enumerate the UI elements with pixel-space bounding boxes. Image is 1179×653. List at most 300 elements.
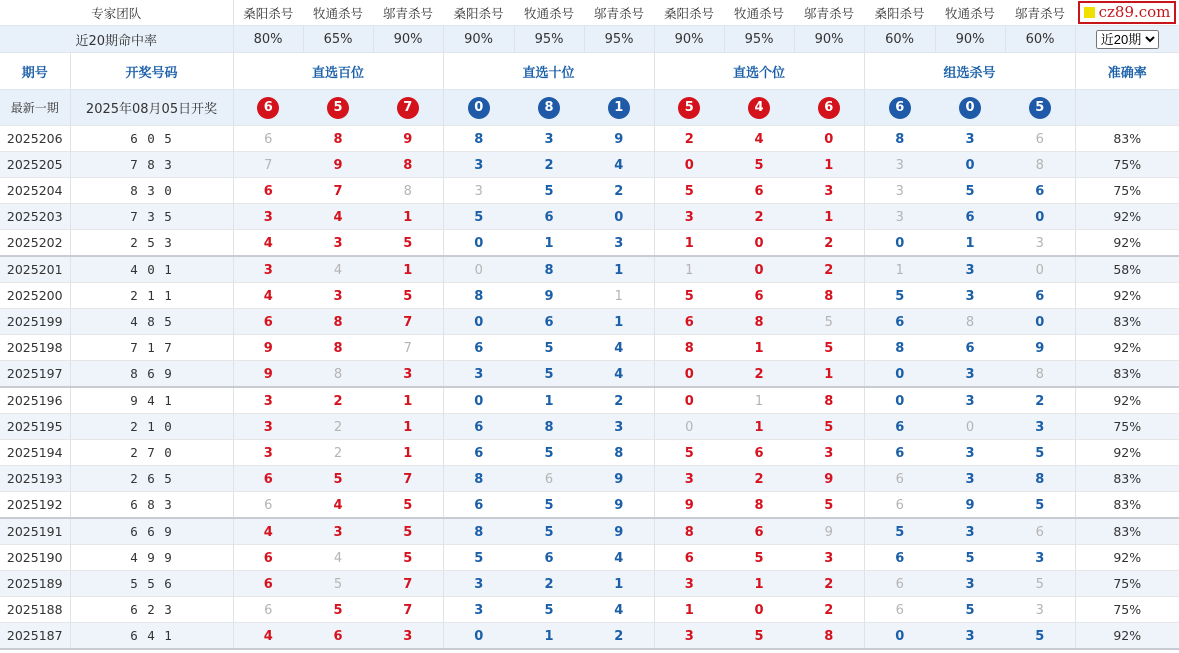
latest-ball-cell — [303, 90, 373, 126]
kill-number-hit: 5 — [544, 183, 554, 199]
prediction-cell — [303, 414, 373, 440]
hit-rate-value: 60% — [1005, 26, 1075, 53]
prediction-cell — [935, 414, 1005, 440]
issue-number: 2025203 — [0, 204, 70, 230]
prediction-cell — [864, 440, 935, 466]
prediction-cell — [724, 256, 794, 283]
prediction-cell — [584, 230, 654, 257]
kill-number-miss: 4 — [333, 550, 343, 566]
prediction-cell — [514, 230, 584, 257]
prediction-cell — [864, 545, 935, 571]
group-combo: 组选杀号 — [864, 53, 1075, 90]
prediction-cell — [443, 623, 514, 650]
kill-number-hit: 0 — [474, 393, 484, 409]
kill-number-hit: 3 — [684, 628, 694, 644]
kill-number-hit: 6 — [263, 314, 273, 330]
kill-number-hit: 3 — [965, 262, 975, 278]
kill-number-hit: 1 — [684, 235, 694, 251]
prediction-cell — [233, 283, 303, 309]
prediction-cell — [514, 152, 584, 178]
table-row — [0, 178, 1179, 204]
kill-number-hit: 0 — [684, 366, 694, 382]
kill-number-miss: 1 — [754, 393, 764, 409]
kill-number-miss: 7 — [403, 340, 412, 356]
kill-number-hit: 4 — [614, 550, 624, 566]
kill-number-hit: 4 — [263, 524, 273, 540]
kill-number-hit: 4 — [754, 131, 764, 147]
prediction-cell — [373, 230, 443, 257]
kill-number-miss: 6 — [895, 602, 904, 618]
issue-number: 2025195 — [0, 414, 70, 440]
kill-number-hit: 5 — [474, 550, 484, 566]
kill-number-hit: 3 — [684, 471, 694, 487]
kill-number-hit: 5 — [333, 471, 343, 487]
kill-number-hit: 4 — [614, 157, 624, 173]
prediction-cell — [935, 440, 1005, 466]
kill-number-hit: 9 — [824, 471, 834, 487]
prediction-cell — [303, 466, 373, 492]
kill-number-hit: 1 — [403, 419, 413, 435]
kill-number-hit: 0 — [965, 157, 975, 173]
period-select[interactable] — [1096, 30, 1159, 49]
kill-number-hit: 9 — [263, 366, 273, 382]
prediction-cell — [584, 387, 654, 414]
prediction-cell — [724, 440, 794, 466]
prediction-cell — [724, 387, 794, 414]
kill-number-hit: 8 — [474, 524, 484, 540]
kill-number-hit: 0 — [1035, 314, 1045, 330]
prediction-cell — [794, 387, 864, 414]
kill-number-hit: 8 — [895, 340, 905, 356]
accuracy-value: 83% — [1075, 466, 1179, 492]
hit-rate-value: 95% — [514, 26, 584, 53]
kill-number-hit: 6 — [754, 288, 764, 304]
blue-ball: 5 — [1029, 97, 1051, 119]
kill-number-hit: 3 — [824, 550, 834, 566]
prediction-cell — [654, 440, 724, 466]
kill-number-hit: 5 — [824, 497, 834, 513]
kill-number-hit: 3 — [474, 576, 484, 592]
red-ball: 5 — [678, 97, 700, 119]
prediction-cell — [373, 204, 443, 230]
prediction-cell — [654, 361, 724, 388]
kill-number-hit: 3 — [263, 419, 273, 435]
prediction-cell — [794, 440, 864, 466]
kill-number-hit: 1 — [754, 576, 764, 592]
draw-header: 开奖号码 — [70, 53, 233, 90]
prediction-cell — [654, 152, 724, 178]
prediction-cell — [584, 518, 654, 545]
prediction-cell — [584, 204, 654, 230]
prediction-cell — [514, 518, 584, 545]
table-row — [0, 387, 1179, 414]
accuracy-value: 83% — [1075, 309, 1179, 335]
blue-ball: 8 — [538, 97, 560, 119]
prediction-cell — [443, 518, 514, 545]
prediction-cell — [1005, 492, 1075, 519]
latest-ball-cell — [935, 90, 1005, 126]
kill-number-hit: 9 — [333, 157, 343, 173]
kill-number-hit: 5 — [403, 288, 413, 304]
prediction-cell — [1005, 126, 1075, 152]
kill-number-miss: 6 — [544, 471, 554, 487]
kill-number-hit: 0 — [684, 157, 694, 173]
prediction-cell — [373, 309, 443, 335]
prediction-cell — [443, 440, 514, 466]
issue-number: 2025194 — [0, 440, 70, 466]
prediction-cell — [303, 623, 373, 650]
prediction-cell — [794, 152, 864, 178]
prediction-cell — [864, 414, 935, 440]
kill-number-hit: 3 — [965, 288, 975, 304]
prediction-cell — [864, 335, 935, 361]
prediction-cell — [1005, 283, 1075, 309]
prediction-cell — [935, 545, 1005, 571]
prediction-cell — [724, 545, 794, 571]
kill-number-hit: 7 — [403, 471, 413, 487]
blue-ball: 1 — [608, 97, 630, 119]
kill-number-hit: 6 — [263, 550, 273, 566]
kill-number-hit: 2 — [614, 183, 624, 199]
prediction-cell — [724, 309, 794, 335]
accuracy-value: 83% — [1075, 126, 1179, 152]
table-row — [0, 492, 1179, 519]
issue-number: 2025204 — [0, 178, 70, 204]
prediction-cell — [935, 178, 1005, 204]
site-logo[interactable] — [1078, 1, 1177, 24]
kill-number-hit: 8 — [824, 393, 834, 409]
kill-number-hit: 6 — [474, 340, 484, 356]
latest-draw-date: 2025年08月05日开奖 — [70, 90, 233, 126]
prediction-cell — [233, 571, 303, 597]
prediction-cell — [794, 571, 864, 597]
prediction-cell — [443, 178, 514, 204]
kill-number-hit: 3 — [614, 419, 624, 435]
latest-ball-cell — [1005, 90, 1075, 126]
draw-number: 6 6 9 — [70, 518, 233, 545]
prediction-cell — [1005, 152, 1075, 178]
prediction-cell — [584, 492, 654, 519]
prediction-cell — [724, 414, 794, 440]
prediction-cell — [303, 361, 373, 388]
kill-number-hit: 7 — [403, 314, 413, 330]
kill-number-hit: 6 — [263, 183, 273, 199]
kill-number-hit: 1 — [403, 445, 413, 461]
kill-number-miss: 3 — [1035, 235, 1044, 251]
prediction-cell — [1005, 623, 1075, 650]
kill-number-hit: 3 — [684, 576, 694, 592]
prediction-cell — [654, 309, 724, 335]
prediction-cell — [935, 309, 1005, 335]
prediction-cell — [443, 466, 514, 492]
prediction-cell — [514, 178, 584, 204]
kill-number-hit: 0 — [474, 628, 484, 644]
prediction-cell — [443, 283, 514, 309]
kill-number-hit: 1 — [544, 235, 554, 251]
prediction-cell — [935, 623, 1005, 650]
issue-number: 2025201 — [0, 256, 70, 283]
kill-number-miss: 4 — [333, 262, 343, 278]
table-row — [0, 597, 1179, 623]
prediction-cell — [794, 178, 864, 204]
kill-number-hit: 5 — [544, 497, 554, 513]
prediction-cell — [1005, 361, 1075, 388]
kill-number-hit: 6 — [754, 524, 764, 540]
prediction-cell — [1005, 309, 1075, 335]
table-row — [0, 309, 1179, 335]
issue-number: 2025191 — [0, 518, 70, 545]
prediction-cell — [864, 178, 935, 204]
kill-number-miss: 6 — [895, 576, 904, 592]
kill-number-miss: 8 — [403, 183, 412, 199]
issue-number: 2025187 — [0, 623, 70, 650]
kill-number-hit: 5 — [544, 340, 554, 356]
kill-number-miss: 5 — [824, 314, 833, 330]
draw-number: 8 6 9 — [70, 361, 233, 388]
hit-rate-value: 90% — [373, 26, 443, 53]
hit-rate-label: 近20期命中率 — [0, 26, 233, 53]
expert-name: 邬青杀号 — [1015, 5, 1066, 21]
table-row — [0, 152, 1179, 178]
kill-number-hit: 6 — [684, 550, 694, 566]
prediction-cell — [864, 571, 935, 597]
prediction-cell — [794, 126, 864, 152]
prediction-cell — [654, 178, 724, 204]
logo-cell — [1075, 0, 1179, 26]
kill-number-hit: 5 — [965, 183, 975, 199]
kill-number-miss: 3 — [895, 209, 904, 225]
prediction-cell — [1005, 387, 1075, 414]
red-ball: 6 — [818, 97, 840, 119]
prediction-cell — [935, 152, 1005, 178]
kill-number-hit: 4 — [614, 366, 624, 382]
prediction-cell — [584, 466, 654, 492]
prediction-cell — [654, 623, 724, 650]
kill-number-miss: 1 — [614, 288, 623, 304]
prediction-cell — [724, 152, 794, 178]
kill-number-miss: 7 — [264, 157, 273, 173]
kill-number-hit: 3 — [474, 366, 484, 382]
prediction-cell — [794, 545, 864, 571]
expert-name: 桑阳杀号 — [243, 5, 294, 21]
prediction-cell — [373, 387, 443, 414]
kill-number-hit: 3 — [1035, 550, 1045, 566]
kill-number-hit: 3 — [965, 628, 975, 644]
kill-number-hit: 5 — [403, 524, 413, 540]
kill-number-hit: 1 — [544, 628, 554, 644]
prediction-cell — [514, 283, 584, 309]
prediction-cell — [233, 126, 303, 152]
kill-number-hit: 0 — [684, 393, 694, 409]
kill-number-hit: 3 — [965, 366, 975, 382]
prediction-cell — [373, 361, 443, 388]
kill-number-hit: 4 — [614, 602, 624, 618]
kill-number-hit: 4 — [263, 288, 273, 304]
latest-ball-cell — [724, 90, 794, 126]
kill-number-hit: 2 — [614, 393, 624, 409]
accuracy-value: 92% — [1075, 283, 1179, 309]
prediction-cell — [584, 440, 654, 466]
prediction-cell — [233, 309, 303, 335]
kill-number-hit: 8 — [684, 340, 694, 356]
prediction-cell — [584, 414, 654, 440]
prediction-cell — [584, 545, 654, 571]
prediction-cell — [1005, 571, 1075, 597]
accuracy-value: 58% — [1075, 256, 1179, 283]
expert-name: 邬青杀号 — [594, 5, 645, 21]
prediction-cell — [794, 623, 864, 650]
prediction-cell — [443, 126, 514, 152]
kill-number-hit: 2 — [824, 602, 834, 618]
table-row — [0, 571, 1179, 597]
draw-number: 4 8 5 — [70, 309, 233, 335]
kill-number-hit: 5 — [754, 550, 764, 566]
prediction-cell — [233, 204, 303, 230]
kill-number-hit: 5 — [403, 235, 413, 251]
prediction-cell — [443, 230, 514, 257]
accuracy-value: 92% — [1075, 387, 1179, 414]
kill-number-hit: 4 — [333, 209, 343, 225]
kill-number-hit: 8 — [614, 445, 624, 461]
kill-number-hit: 6 — [333, 628, 343, 644]
prediction-cell — [1005, 204, 1075, 230]
prediction-cell — [794, 518, 864, 545]
prediction-cell — [584, 571, 654, 597]
kill-number-hit: 9 — [263, 340, 273, 356]
latest-row — [0, 90, 1179, 126]
kill-number-hit: 3 — [403, 628, 413, 644]
prediction-cell — [654, 492, 724, 519]
kill-number-miss: 6 — [264, 497, 273, 513]
draw-number: 2 1 1 — [70, 283, 233, 309]
kill-number-miss: 9 — [824, 524, 833, 540]
prediction-cell — [935, 335, 1005, 361]
kill-number-hit: 3 — [965, 471, 975, 487]
accuracy-value: 75% — [1075, 178, 1179, 204]
issue-number: 2025202 — [0, 230, 70, 257]
kill-number-hit: 8 — [754, 497, 764, 513]
prediction-cell — [654, 414, 724, 440]
prediction-cell — [654, 230, 724, 257]
hit-rate-value: 95% — [584, 26, 654, 53]
kill-number-miss: 6 — [264, 131, 273, 147]
draw-number: 2 5 3 — [70, 230, 233, 257]
kill-number-hit: 0 — [614, 209, 624, 225]
prediction-cell — [233, 387, 303, 414]
prediction-cell — [233, 178, 303, 204]
kill-number-hit: 0 — [895, 628, 905, 644]
accuracy-value: 75% — [1075, 414, 1179, 440]
draw-number: 6 8 3 — [70, 492, 233, 519]
accuracy-value: 92% — [1075, 230, 1179, 257]
prediction-cell — [654, 545, 724, 571]
kill-number-hit: 3 — [263, 262, 273, 278]
accuracy-value: 92% — [1075, 440, 1179, 466]
prediction-cell — [514, 126, 584, 152]
prediction-cell — [373, 414, 443, 440]
prediction-cell — [724, 466, 794, 492]
kill-number-hit: 5 — [544, 445, 554, 461]
prediction-cell — [935, 361, 1005, 388]
prediction-cell — [794, 597, 864, 623]
prediction-cell — [794, 361, 864, 388]
expert-name: 牧通杀号 — [734, 5, 785, 21]
prediction-cell — [303, 230, 373, 257]
kill-number-hit: 5 — [754, 157, 764, 173]
issue-number: 2025197 — [0, 361, 70, 388]
kill-number-hit: 3 — [263, 445, 273, 461]
prediction-cell — [724, 623, 794, 650]
prediction-cell — [724, 492, 794, 519]
table-row — [0, 204, 1179, 230]
expert-name: 牧通杀号 — [313, 5, 364, 21]
prediction-cell — [724, 204, 794, 230]
kill-number-hit: 0 — [754, 602, 764, 618]
prediction-cell — [514, 571, 584, 597]
kill-number-hit: 4 — [614, 340, 624, 356]
latest-ball-cell — [373, 90, 443, 126]
prediction-cell — [303, 126, 373, 152]
kill-number-hit: 6 — [474, 445, 484, 461]
prediction-cell — [584, 256, 654, 283]
accuracy-value: 83% — [1075, 361, 1179, 388]
prediction-cell — [303, 152, 373, 178]
kill-number-hit: 7 — [403, 602, 413, 618]
accuracy-value: 75% — [1075, 152, 1179, 178]
issue-number: 2025198 — [0, 335, 70, 361]
accuracy-value: 83% — [1075, 492, 1179, 519]
prediction-cell — [584, 178, 654, 204]
red-ball: 4 — [748, 97, 770, 119]
kill-number-hit: 8 — [474, 471, 484, 487]
prediction-cell — [443, 492, 514, 519]
accuracy-value: 75% — [1075, 571, 1179, 597]
kill-number-miss: 8 — [1035, 157, 1044, 173]
prediction-cell — [724, 126, 794, 152]
prediction-cell — [864, 361, 935, 388]
prediction-cell — [373, 126, 443, 152]
prediction-cell — [373, 256, 443, 283]
prediction-cell — [233, 518, 303, 545]
accuracy-value: 83% — [1075, 518, 1179, 545]
prediction-cell — [373, 178, 443, 204]
kill-number-hit: 5 — [544, 366, 554, 382]
kill-number-hit: 2 — [754, 209, 764, 225]
prediction-cell — [1005, 440, 1075, 466]
prediction-cell — [724, 335, 794, 361]
kill-number-hit: 6 — [965, 209, 975, 225]
draw-number: 2 6 5 — [70, 466, 233, 492]
kill-number-hit: 2 — [333, 393, 343, 409]
expert-name: 牧通杀号 — [524, 5, 575, 21]
prediction-cell — [233, 230, 303, 257]
prediction-cell — [443, 256, 514, 283]
period-select-cell — [1075, 26, 1179, 53]
expert-name: 邬青杀号 — [804, 5, 855, 21]
kill-number-hit: 2 — [544, 157, 554, 173]
prediction-cell — [443, 204, 514, 230]
issue-number: 2025192 — [0, 492, 70, 519]
kill-number-hit: 6 — [263, 576, 273, 592]
prediction-cell — [373, 335, 443, 361]
table-row — [0, 283, 1179, 309]
draw-number: 8 3 0 — [70, 178, 233, 204]
group-hundreds: 直选百位 — [233, 53, 443, 90]
prediction-cell — [514, 204, 584, 230]
prediction-cell — [935, 518, 1005, 545]
prediction-cell — [1005, 414, 1075, 440]
latest-ball-cell — [654, 90, 724, 126]
